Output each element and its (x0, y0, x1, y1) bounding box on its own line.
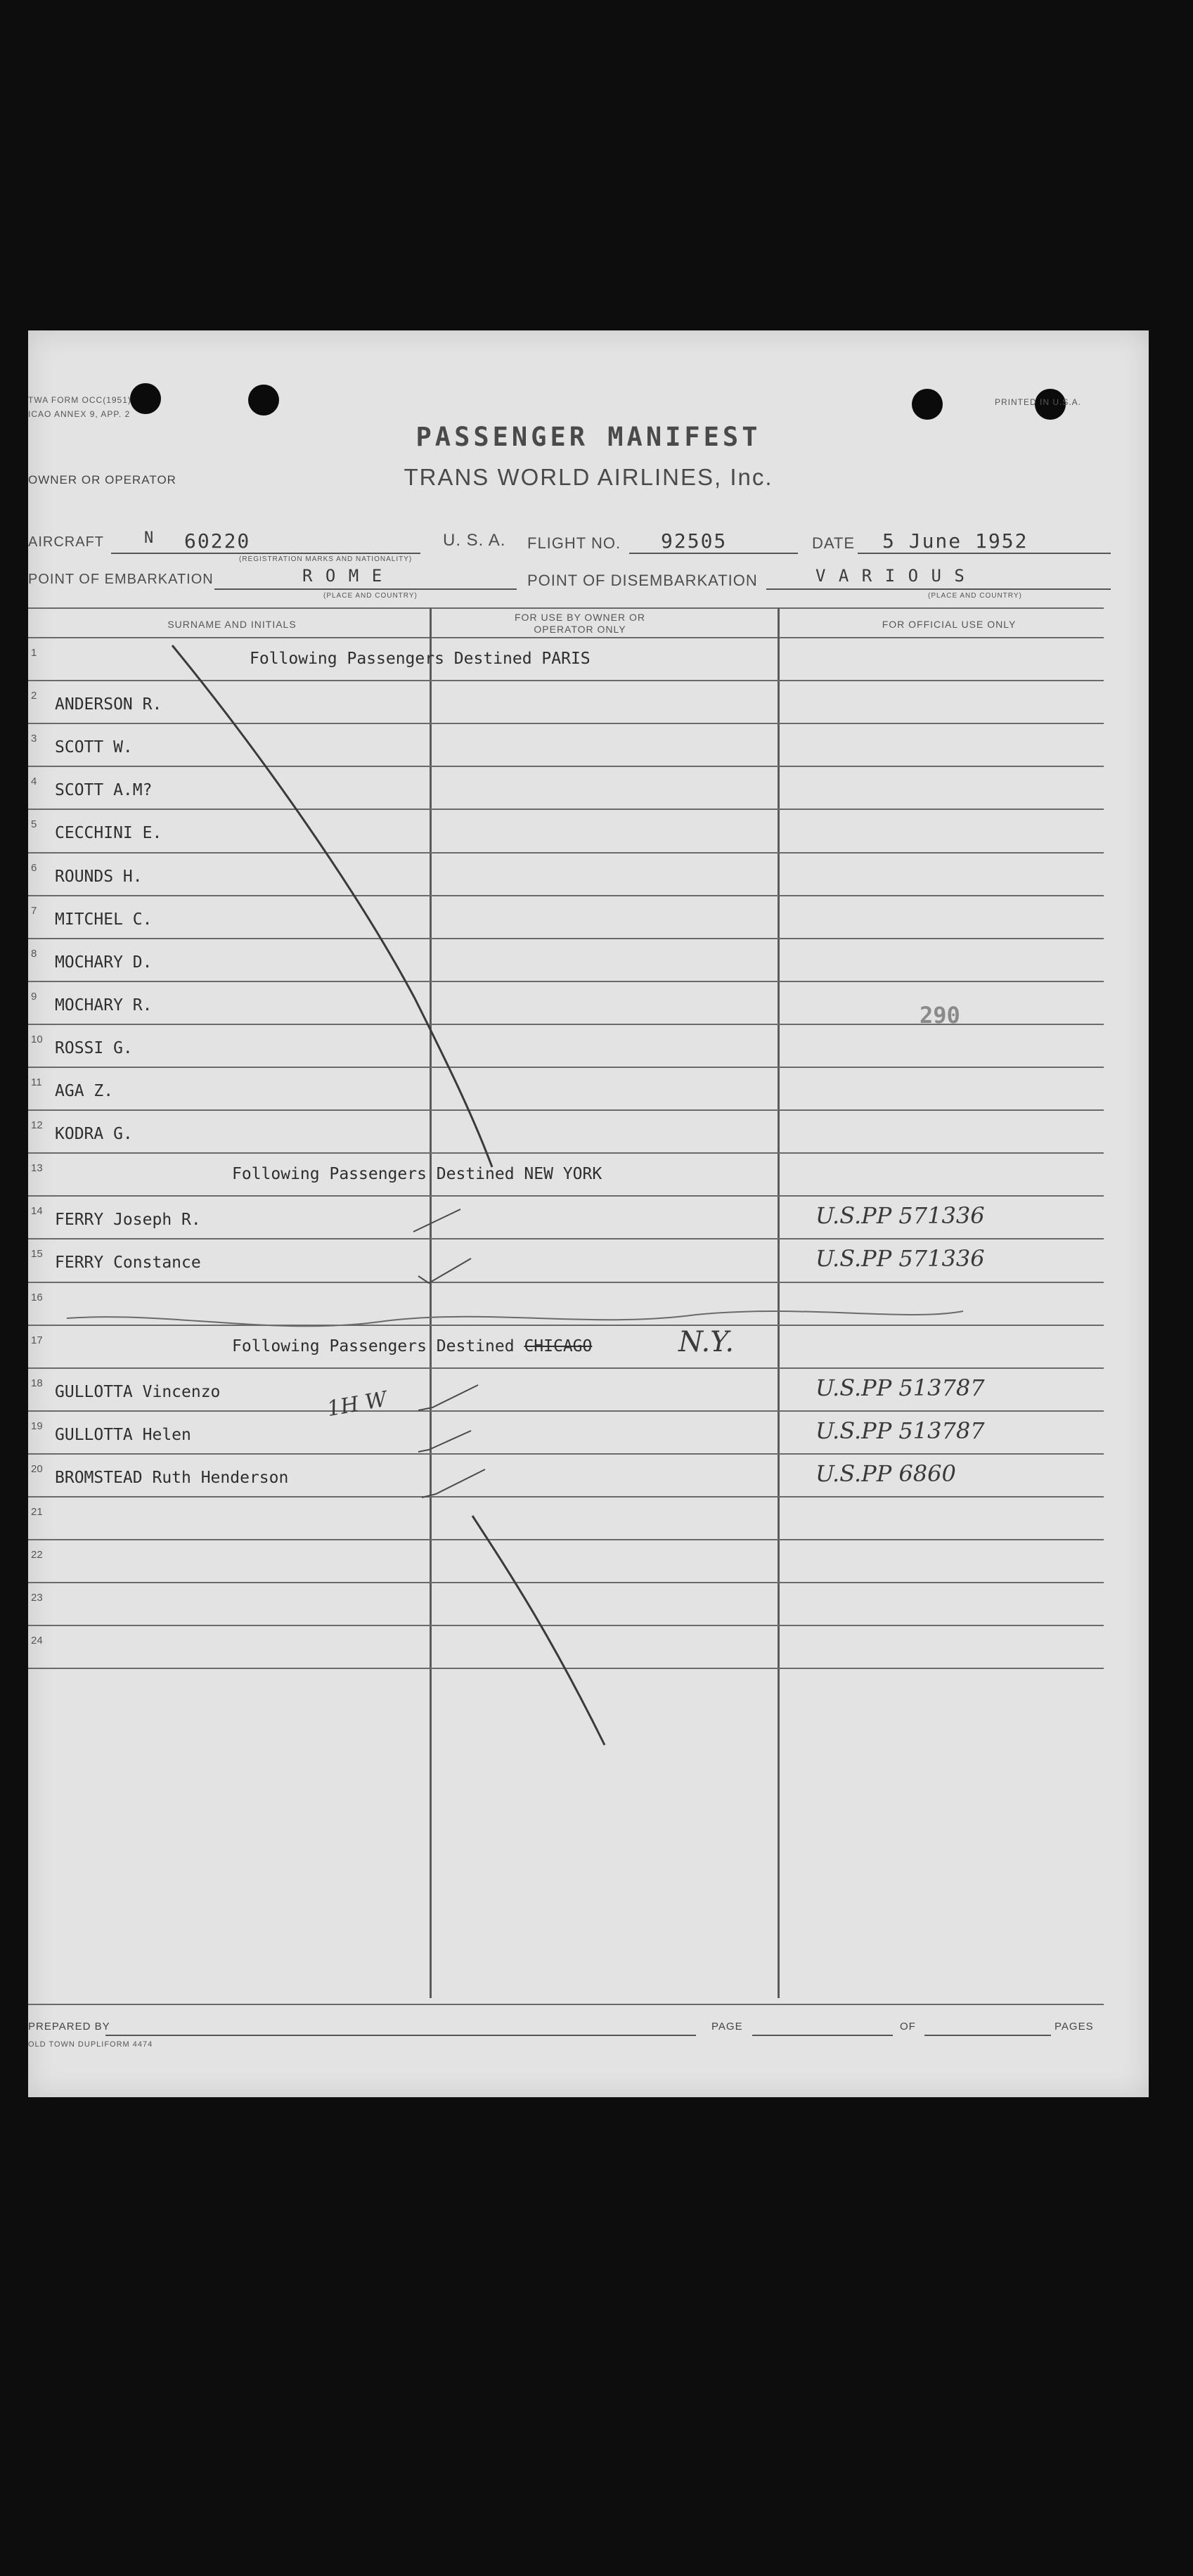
tick-mark (418, 1385, 478, 1410)
stamp-number: 290 (920, 1002, 960, 1029)
registration-note: (REGISTRATION MARKS AND NATIONALITY) (239, 555, 413, 563)
aircraft-label: AIRCRAFT (28, 534, 104, 550)
passenger-name: MOCHARY R. (55, 996, 153, 1015)
passport-number: U.S.PP 571336 (815, 1245, 985, 1273)
row-number: 23 (31, 1592, 43, 1604)
row-number: 8 (31, 947, 37, 960)
row-number: 22 (31, 1549, 43, 1561)
passenger-name: MOCHARY D. (55, 953, 153, 972)
row-number: 2 (31, 690, 37, 702)
passenger-name: MITCHEL C. (55, 910, 153, 929)
footer-form-number: OLD TOWN DUPLIFORM 4474 (28, 2040, 153, 2049)
row-number: 24 (31, 1635, 43, 1647)
destination-heading-text: Following Passengers Destined PARIS (250, 650, 591, 668)
flight-label: FLIGHT NO. (527, 534, 621, 552)
form-number: TWA FORM OCC(1951) (28, 395, 131, 405)
passenger-name: FERRY Constance (55, 1254, 201, 1273)
row-number: 11 (31, 1076, 42, 1088)
of-label: OF (900, 2021, 916, 2033)
date-label: DATE (812, 534, 856, 552)
passport-number: U.S.PP 571336 (815, 1202, 985, 1230)
handwritten-destination: N.Y. (678, 1325, 735, 1358)
printed-label: PRINTED IN U.S.A. (995, 397, 1082, 407)
row-number: 3 (31, 733, 37, 745)
row-number: 17 (31, 1334, 43, 1346)
owner-label: OWNER OR OPERATOR (28, 473, 176, 487)
flight-number: 92505 (661, 529, 728, 553)
embarkation-note: (PLACE AND COUNTRY) (323, 592, 418, 600)
row-number: 7 (31, 904, 37, 917)
pen-stroke (472, 1516, 605, 1745)
row-number: 5 (31, 818, 37, 831)
column-header-official-use: FOR OFFICIAL USE ONLY (882, 619, 1017, 630)
row-number: 10 (31, 1033, 43, 1045)
flight-date: 5 June 1952 (882, 529, 1028, 553)
tick-mark (422, 1469, 485, 1498)
manifest-title: PASSENGER MANIFEST (415, 422, 761, 452)
aircraft-number: 60220 (184, 529, 251, 553)
disembarkation-note: (PLACE AND COUNTRY) (928, 592, 1022, 600)
struck-destination: CHICAGO (524, 1337, 593, 1355)
tick-mark (418, 1431, 471, 1452)
pen-wavy-line (67, 1311, 963, 1326)
destination-heading-text: Following Passengers Destined (232, 1337, 515, 1355)
passenger-name: GULLOTTA Vincenzo (55, 1382, 221, 1401)
annex-reference: ICAO ANNEX 9, APP. 2 (28, 409, 131, 419)
passenger-name: SCOTT A.M? (55, 781, 153, 800)
row-number: 20 (31, 1462, 43, 1475)
passenger-name: ROUNDS H. (55, 867, 143, 886)
passenger-name: CECCHINI E. (55, 824, 162, 843)
pen-stroke (172, 645, 492, 1167)
row-number: 21 (31, 1506, 43, 1518)
row-number: 4 (31, 775, 37, 788)
pen-marks (28, 330, 1149, 2097)
row-number: 12 (31, 1119, 43, 1132)
tick-mark (418, 1258, 471, 1283)
row-number: 19 (31, 1419, 43, 1432)
passenger-name: FERRY Joseph R. (55, 1211, 201, 1230)
row-number: 1 (31, 647, 37, 659)
row-number: 16 (31, 1291, 43, 1303)
margin-mark: 1H W (325, 1386, 389, 1422)
disembarkation-label: POINT OF DISEMBARKATION (527, 572, 758, 589)
page-label: PAGE (711, 2021, 743, 2033)
passenger-name: ROSSI G. (55, 1038, 133, 1057)
column-header-surname: SURNAME AND INITIALS (167, 619, 297, 630)
passenger-name: ANDERSON R. (55, 695, 162, 714)
passport-number: U.S.PP 513787 (815, 1374, 985, 1401)
prepared-by-label: PREPARED BY (28, 2021, 110, 2033)
country-label: U. S. A. (443, 531, 506, 550)
column-header-owner-use: FOR USE BY OWNER OR OPERATOR ONLY (515, 612, 645, 635)
passenger-name: KODRA G. (55, 1125, 133, 1144)
row-number: 18 (31, 1377, 43, 1389)
embarkation-label: POINT OF EMBARKATION (28, 572, 214, 587)
row-number: 15 (31, 1248, 43, 1261)
embarkation-value: R O M E (302, 566, 384, 586)
passenger-name: GULLOTTA Helen (55, 1425, 191, 1444)
pages-label: PAGES (1055, 2021, 1094, 2033)
disembarkation-value: V A R I O U S (815, 566, 966, 586)
tick-mark (413, 1209, 460, 1232)
airline-name: TRANS WORLD AIRLINES, Inc. (404, 464, 773, 490)
row-number: 6 (31, 861, 37, 874)
row-number: 13 (31, 1162, 43, 1175)
passenger-name: SCOTT W. (55, 738, 133, 757)
manifest-sheet (28, 330, 1149, 2097)
destination-heading-text: Following Passengers Destined NEW YORK (232, 1165, 602, 1184)
passport-number: U.S.PP 513787 (815, 1417, 985, 1444)
passenger-name: BROMSTEAD Ruth Henderson (55, 1468, 289, 1487)
aircraft-prefix: N (144, 529, 155, 547)
row-number: 9 (31, 990, 37, 1003)
row-number: 14 (31, 1205, 43, 1218)
passenger-name: AGA Z. (55, 1082, 114, 1100)
passport-number: U.S.PP 6860 (815, 1460, 956, 1487)
